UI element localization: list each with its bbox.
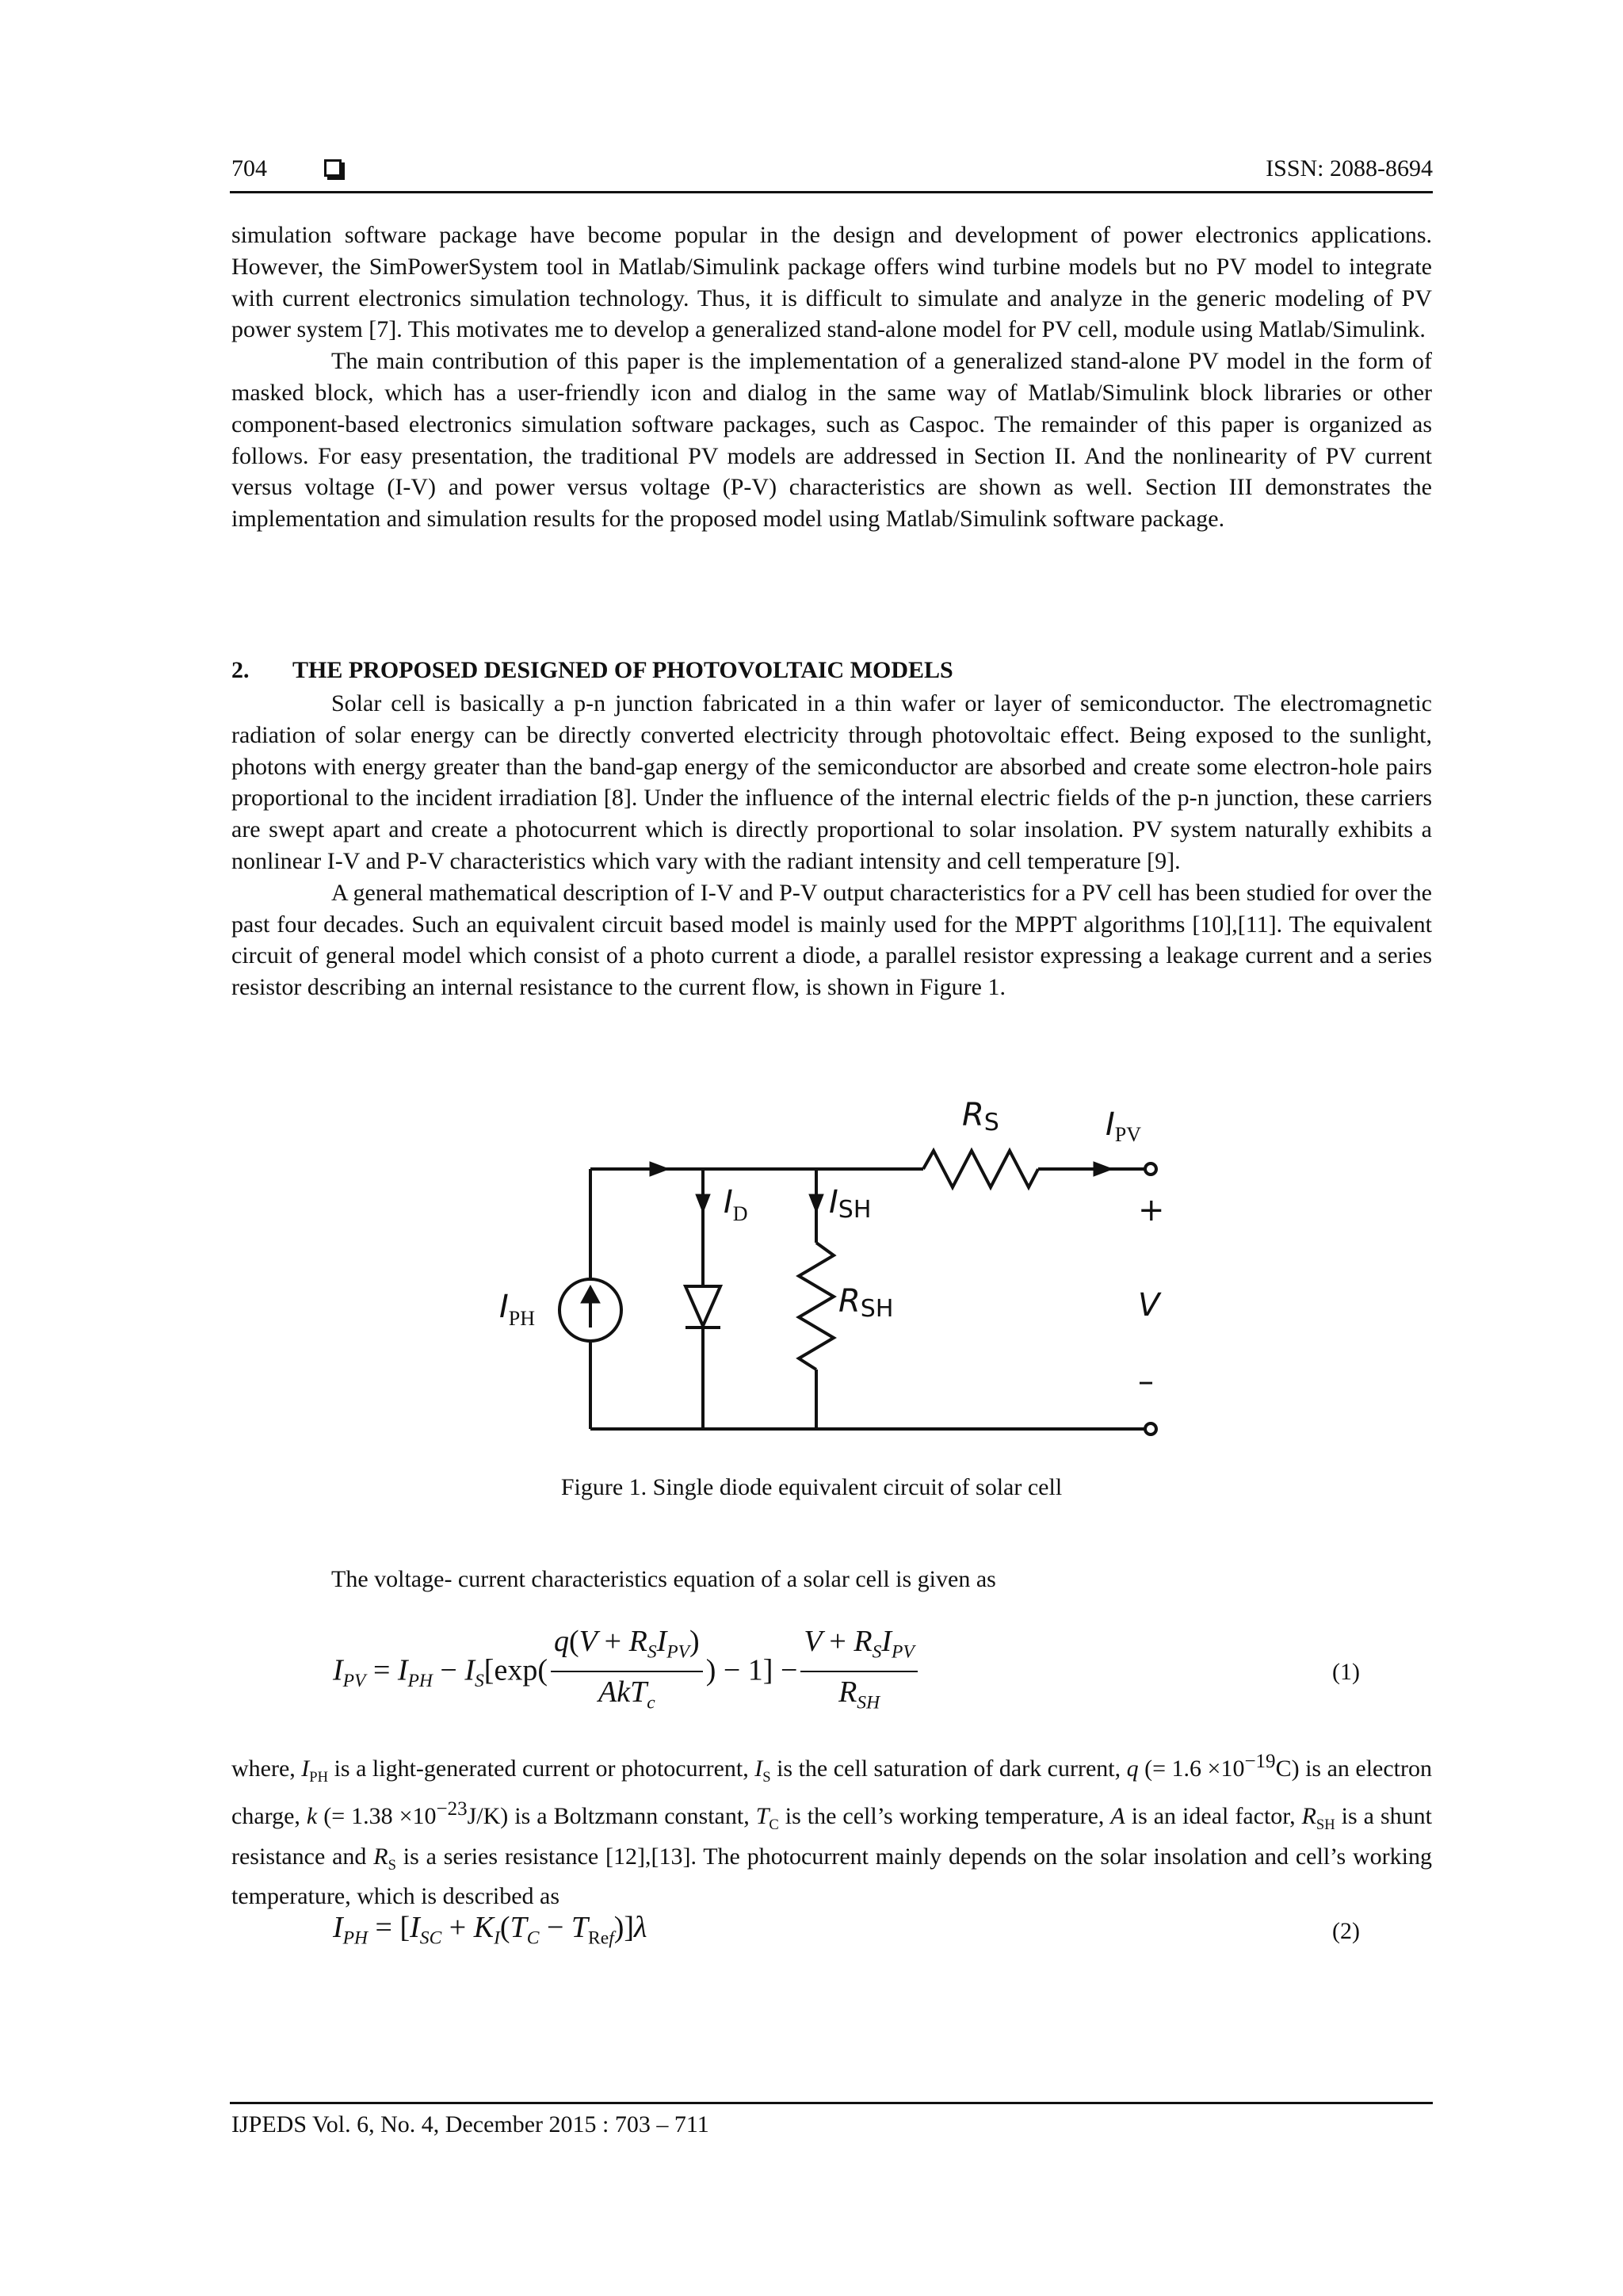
section2-paragraph-1: Solar cell is basically a p-n junction fabricated in a thin wafer or layer of semiconductor. The electromagnetic radiation of solar energy can be directly converted electricity through photovoltaic effect. Being exposed to the sunlight, photons with energy greater than the band-gap energy of the semiconductor are absorbed and create some electron-hole pairs proportional to the incident irradiation [8]. Under the influence of the internal electric fields of the p-n junction, these carriers are swept apart and create a photocurrent which is directly proportional to solar insolation. PV system naturally exhibits a nonlinear I-V and P-V characteristics which vary with the radiant intensity and cell temperature [9]. [231,690,1432,874]
id-label: $I_D$ [724,1184,748,1225]
where-paragraph: where, $I_{PH}$ is a light-generated current or photocurrent, $I_S$ is the cell saturation of dark current, q (= $1.6 \times 10^{-19}C$) is an electron charge, k (= $1.38 \times 10^{-23}J/K$) is a Boltzmann constant, $T_C$ is the cell’s working temperature, A is an ideal factor, $R_{SH}$ is a shunt resistance and $R_S$ is a series resistance [12],[13]. The photocurrent mainly depends on the solar insolation and cell’s working temperature, which is described as [231,1751,1433,1910]
intro-text [231,220,1432,535]
minus-terminal-label: – [1138,1363,1154,1400]
ipv-label: $I_{PV}$ [1106,1106,1142,1146]
ish-label: ISH [829,1184,872,1224]
equation-1-number: (1) [1332,1659,1360,1685]
series-resistor [923,1151,1038,1187]
issn-label: ISSN: 2088-8694 [1266,155,1433,181]
section-number: 2. [231,657,250,683]
shunt-resistor [799,1243,834,1370]
section-heading [231,657,953,684]
single-diode-circuit-diagram [475,1086,1189,1450]
footer-citation: IJPEDS Vol. 6, No. 4, December 2015 : 703 – 711 [231,2111,709,2137]
iph-label: $I_{PH}$ [499,1289,536,1330]
rsh-label: RSH [838,1283,894,1323]
header-rule [230,191,1433,193]
checkbox-square-icon [324,159,342,177]
intro-paragraph-1: simulation software package have become popular in the design and development of power electronics applications. However, the SimPowerSystem tool in Matlab/Simulink package offers wind turbine models but no PV model to integrate with current electronics simulation technology. Thus, it is difficult to simulate and analyze in the generic modeling of PV power system [7]. This motivates me to develop a generalized stand-alone model for PV cell, module using Matlab/Simulink. [231,222,1432,343]
equation-1: $I_{PV} = I_{PH} - I_S[\exp$( $\frac{q(V + R_SI_{PV})}{AkT_c}$ ) − 1] − $\frac{V + R_SI_{PV}}{R_{SH}}$ [333,1623,921,1726]
equation-2-number: (2) [1332,1918,1360,1944]
equation-2: $I_{PH} = [I_{SC} + K_I(T_C - T_{Ref})]\lambda$ [333,1911,647,1949]
plus-terminal-label: + [1138,1192,1165,1228]
circuit-figure [475,1086,1189,1450]
equation-lead-text: The voltage- current characteristics equation of a solar cell is given as [331,1566,996,1592]
voltage-label: V [1138,1287,1160,1324]
footer-rule [230,2102,1433,2104]
section2-paragraph-2: A general mathematical description of I-V and P-V output characteristics for a PV cell has been studied for over the past four decades. Such an equivalent circuit based model is mainly used for the MPPT algorithms [10],[11]. The equivalent circuit of general model which consist of a photo current a diode, a parallel resistor expressing a leakage current and a series resistor describing an internal resistance to the current flow, is shown in Figure 1. [231,879,1432,1001]
page-number: 704 [231,155,267,181]
rs-label: RS [962,1097,999,1137]
section-title: THE PROPOSED DESIGNED OF PHOTOVOLTAIC MODELS [292,657,953,683]
intro-paragraph-2: The main contribution of this paper is the implementation of a generalized stand-alone PV model in the form of masked block, which has a user-friendly icon and dialog in the same way of Matlab/Simulink block libraries or other component-based electronics simulation software packages, such as Caspoc. The remainder of this paper is organized as follows. For easy presentation, the traditional PV models are addressed in Section II. And the nonlinearity of PV current versus voltage (I-V) and power versus voltage (P-V) characteristics are shown as well. Section III demonstrates the implementation and simulation results for the proposed model using Matlab/Simulink software package. [231,348,1432,533]
figure-caption: Figure 1. Single diode equivalent circuit of solar cell [560,1474,1063,1500]
section2-text [231,688,1432,1003]
